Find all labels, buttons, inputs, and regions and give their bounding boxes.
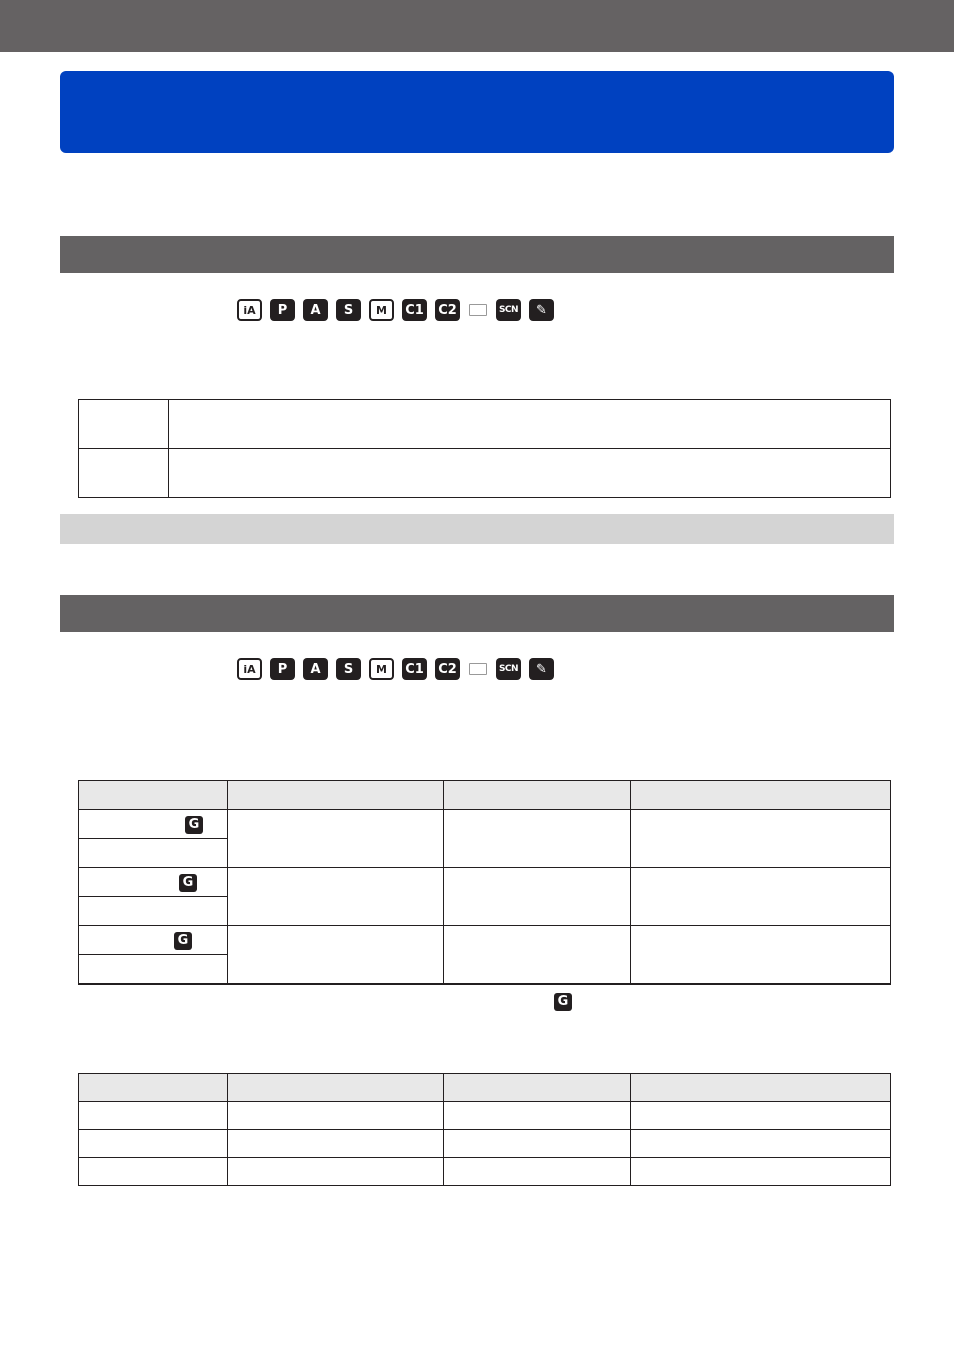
table-row xyxy=(79,400,891,449)
guide-number-icon: G xyxy=(554,993,572,1011)
section-bar-2 xyxy=(60,595,894,632)
note-bar xyxy=(60,514,894,544)
guide-number-icon: G xyxy=(185,816,203,834)
title-banner xyxy=(60,71,894,153)
flash-range-table xyxy=(78,780,891,985)
p-mode-icon: P xyxy=(270,299,295,321)
table-header-row xyxy=(79,1074,891,1102)
panorama-mode-icon xyxy=(468,658,488,680)
c2-mode-icon: C2 xyxy=(435,299,460,321)
m-mode-icon: M xyxy=(369,299,394,321)
creative-mode-icon: ✎ xyxy=(529,658,554,680)
table-row xyxy=(79,1158,891,1186)
m-mode-icon: M xyxy=(369,658,394,680)
table-row xyxy=(79,926,891,955)
s-mode-icon: S xyxy=(336,658,361,680)
scn-mode-icon: SCN xyxy=(496,658,521,680)
table-row xyxy=(79,810,891,839)
table-row xyxy=(79,449,891,498)
table-row xyxy=(79,868,891,897)
section-bar-1 xyxy=(60,236,894,273)
table-row xyxy=(79,1130,891,1158)
panorama-mode-icon xyxy=(468,299,488,321)
settings-table-1 xyxy=(78,399,891,498)
table-header-row xyxy=(79,781,891,810)
mode-icons-1 xyxy=(237,299,562,321)
ia-mode-icon: iA xyxy=(237,299,262,321)
creative-mode-icon: ✎ xyxy=(529,299,554,321)
ia-mode-icon: iA xyxy=(237,658,262,680)
a-mode-icon: A xyxy=(303,658,328,680)
c1-mode-icon: C1 xyxy=(402,299,427,321)
a-mode-icon: A xyxy=(303,299,328,321)
guide-number-icon: G xyxy=(179,874,197,892)
top-bar xyxy=(0,0,954,52)
mode-icons-2 xyxy=(237,658,562,680)
scn-mode-icon: SCN xyxy=(496,299,521,321)
c1-mode-icon: C1 xyxy=(402,658,427,680)
c2-mode-icon: C2 xyxy=(435,658,460,680)
guide-number-icon: G xyxy=(174,932,192,950)
s-mode-icon: S xyxy=(336,299,361,321)
table-row xyxy=(79,1102,891,1130)
p-mode-icon: P xyxy=(270,658,295,680)
second-table xyxy=(78,1073,891,1186)
